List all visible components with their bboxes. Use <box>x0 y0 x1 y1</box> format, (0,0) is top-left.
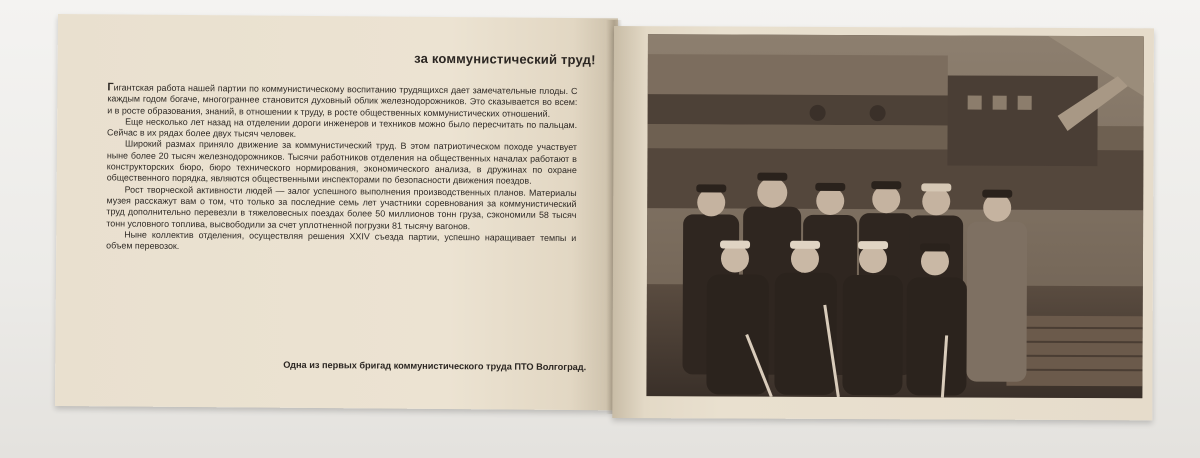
paragraph-5: Ныне коллектив отделения, осуществляя решения XXIV съезда партии, успешно наращивает темпы и объем перевозок. <box>106 229 577 252</box>
left-page <box>55 14 618 410</box>
paragraph-1-text: игантская работа нашей партии по коммунистическому воспитанию трудящихся дает замечательные плоды. С каждым годом богаче, многограннее становится духовный облик железнодорожников. Это сказывается во всем: и в росте образования, знаний, в отношении к труду, в росте общественных коммунистических отношений. <box>107 82 578 119</box>
drop-cap: Г <box>107 81 114 94</box>
article-text <box>106 82 577 255</box>
brigade-photo <box>646 34 1144 398</box>
paragraph-4: Рост творческой активности людей — залог успешного выполнения производственных планов. Материалы музея расскажут вам о том, что только за последние семь лет участники соревнования за коммунистический труд дополнительно перевезли в тяжеловесных поездах более 50 миллионов тонн груза, сэкономили 58 тысяч тонн условного топлива, высвободили за счет уплотненной погрузки 81 тысячу вагонов. <box>106 184 577 231</box>
paragraph-1 <box>107 82 577 120</box>
paragraph-3: Широкий размах приняло движение за коммунистический труд. В этом патриотическом походе участвует ныне более 20 тысяч железнодорожников. Тысячи работников отделения на общественных началах работают в конструкторских бюро, бюро технического нормирования, экономического анализа, в дружинах по охране общественного порядка, являются общественными инспекторами по безопасности движения поездов. <box>106 139 578 187</box>
brigade-photo-illustration <box>646 34 1144 398</box>
page-heading: за коммунистический труд! <box>414 50 596 68</box>
right-page <box>612 26 1154 420</box>
paragraph-2: Еще несколько лет назад на отделении дороги инженеров и техников можно было пересчитать по пальцам. Сейчас в их рядах более двух тысяч человек. <box>107 116 578 140</box>
photo-caption: Одна из первых бригад коммунистического труда ПТО Волгоград. <box>283 359 587 373</box>
